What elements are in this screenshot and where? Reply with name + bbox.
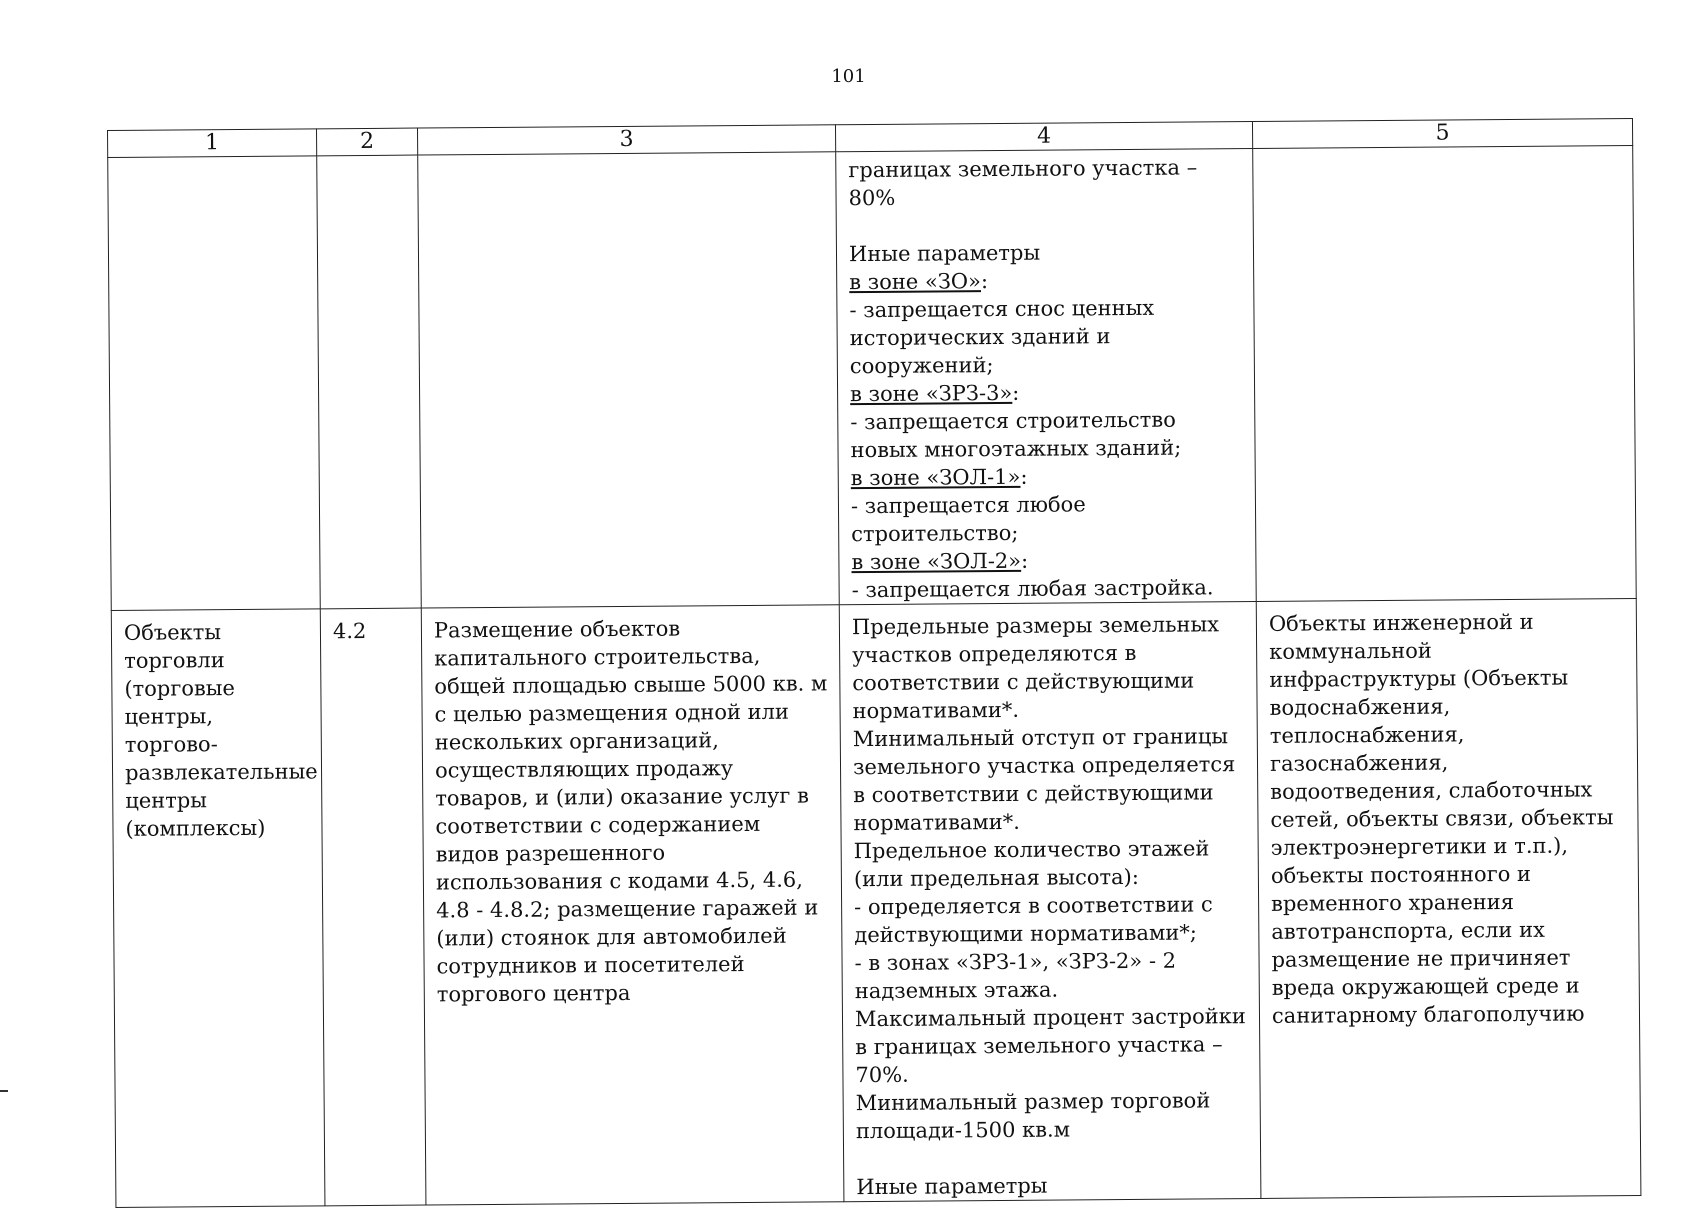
parameter-text: - запрещается снос ценных исторических зданий и сооружений; [849,295,1155,379]
zone-heading-colon: : [1020,464,1028,489]
zone-heading: в зоне «ЗРЗ-3» [850,380,1013,407]
continuation-cell-5 [1253,146,1637,602]
continuation-cell-3 [418,152,840,608]
continuation-cell-1 [108,156,321,611]
page-number: 101 [831,66,866,87]
continuation-line [848,153,1240,212]
continuation-cell-4 [836,149,1257,605]
parameter-line: Минимальный размер торговой площади-1500 кв.м [855,1088,1211,1144]
parameter-text: - запрещается любая застройка. [851,575,1214,603]
header-cell-4: 4 [835,122,1252,152]
continuation-line [849,209,1241,240]
header-cell-2: 2 [316,128,417,156]
continuation-line [851,461,1243,492]
parameter-text: границах земельного участка – 80% [848,155,1198,211]
zone-heading: в зоне «ЗОЛ-2» [851,548,1022,575]
zone-heading-colon: : [1012,380,1020,405]
continuation-line [850,405,1242,464]
zone-heading-colon: : [980,269,989,294]
parameter-line: Предельные размеры земельных участков определяются в соответствии с действующими нормативами*. [851,612,1220,724]
continuation-line [850,377,1242,408]
parameter-line: Предельное количество этажей (или предельная высота): [853,836,1210,892]
parameter-text: - запрещается любое строительство; [850,492,1086,547]
continuation-line [849,265,1241,296]
trade-objects-row [111,599,1641,1208]
zone-heading-colon: : [1020,548,1029,573]
zone-heading: в зоне «ЗО» [849,269,982,295]
object-name-cell: Объекты торговли (торговые центры, торгово-развлекательные центры (комплексы) [111,609,325,1208]
auxiliary-uses-cell: Объекты инженерной и коммунальной инфраструктуры (Объекты водоснабжения, теплоснабжения, газоснабжения, водоотведения, слаботочных сетей, объекты связи, объекты электроэнергетики и т.п.), объекты постоянного и временного хранения автотранспорта, если их размещение не причиняет вреда окружающей среде и санитарному благополучию [1256,599,1641,1199]
parameter-text: - запрещается строительство новых многоэтажных зданий; [850,407,1182,463]
continuation-line [849,237,1241,268]
margin-mark [0,1090,8,1092]
continuation-line [852,573,1244,604]
zone-heading: в зоне «ЗОЛ-1» [850,464,1021,491]
header-cell-3: 3 [417,125,835,155]
parameter-line: - в зонах «ЗРЗ-1», «ЗРЗ-2» - 2 надземных этажа. [854,948,1177,1004]
use-description-cell: Размещение объектов капитального строительства, общей площадью свыше 5000 кв. м с целью размещения одной или нескольких организаций, осуществляющих продажу товаров, и (или) оказание услуг в соответствии с содержанием видов разрешенного использования с кодами 4.5, 4.6, 4.8 - 4.8.2; размещение гаражей и (или) стоянок для автомобилей сотрудников и посетителей торгового центра [421,605,844,1205]
parameter-line: Иные параметры [856,1173,1048,1200]
regulations-table [107,118,1641,1208]
continuation-row [108,146,1637,611]
code-cell: 4.2 [320,608,426,1206]
header-cell-1: 1 [108,129,317,158]
continuation-line [851,489,1243,548]
continuation-cell-2 [317,155,422,609]
parameters-cell [839,601,1261,1201]
parameter-text: Иные параметры [848,240,1041,267]
parameter-line: Минимальный отступ от границы земельного участка определяется в соответствии с действующими нормативами*. [852,724,1236,836]
header-cell-5: 5 [1252,119,1632,149]
continuation-line [851,545,1243,576]
continuation-line [849,293,1242,380]
parameter-line: - определяется в соответствии с действующими нормативами*; [854,892,1213,948]
parameter-line: Максимальный процент застройки в границах земельного участка – 70%. [854,1004,1246,1088]
parameter-line [856,1142,1248,1173]
